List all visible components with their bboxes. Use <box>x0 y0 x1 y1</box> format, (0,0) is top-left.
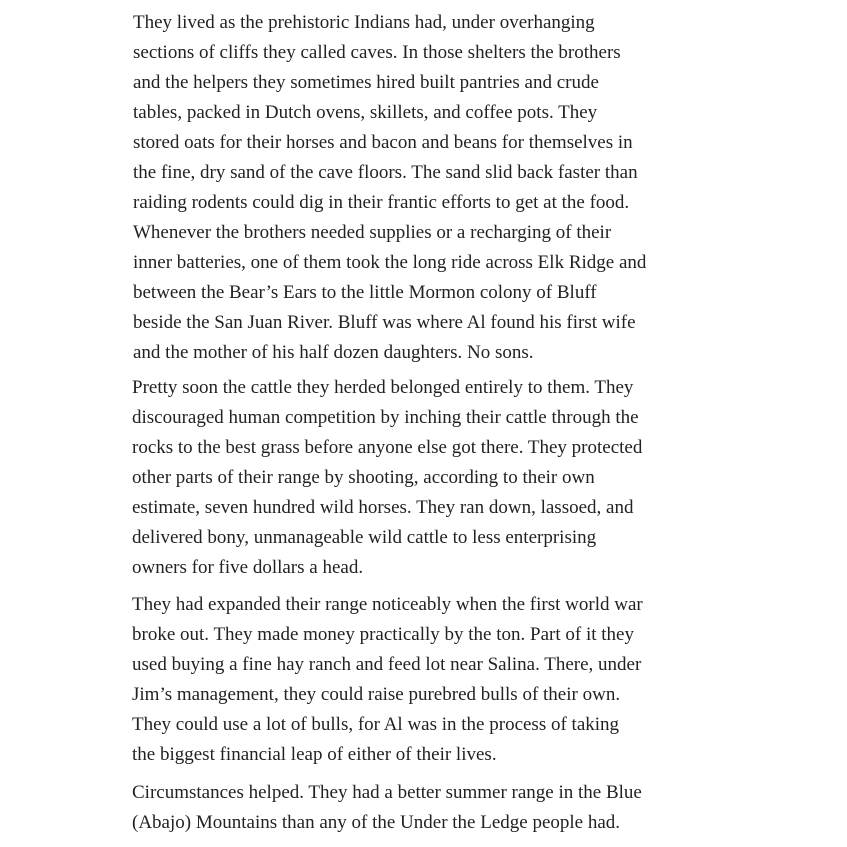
text-line: and the helpers they sometimes hired built pantries and crude <box>133 72 599 93</box>
text-line: They lived as the prehistoric Indians had, under overhanging <box>133 12 595 33</box>
text-line: the fine, dry sand of the cave floors. The sand slid back faster than <box>133 162 638 183</box>
text-line: tables, packed in Dutch ovens, skillets, and coffee pots. They <box>133 102 598 123</box>
text-line: inner batteries, one of them took the long ride across Elk Ridge and <box>133 252 647 273</box>
text-line: and the mother of his half dozen daughters. No sons. <box>133 342 534 363</box>
paragraph-1 <box>133 8 646 368</box>
text-line: Jim’s management, they could raise purebred bulls of their own. <box>132 684 621 705</box>
text-line: discouraged human competition by inching their cattle through the <box>132 407 639 428</box>
text-line: (Abajo) Mountains than any of the Under the Ledge people had. <box>132 812 621 833</box>
text-line: sections of cliffs they called caves. In those shelters the brothers <box>133 42 621 63</box>
text-line: Pretty soon the cattle they herded belonged entirely to them. They <box>132 377 634 398</box>
text-line: Circumstances helped. They had a better summer range in the Blue <box>132 782 642 803</box>
paragraph-3 <box>132 590 643 770</box>
text-line: between the Bear’s Ears to the little Mormon colony of Bluff <box>133 282 597 303</box>
text-line: They could use a lot of bulls, for Al was in the process of taking <box>132 714 620 735</box>
text-line: rocks to the best grass before anyone else got there. They protected <box>132 437 643 458</box>
text-line: the biggest financial leap of either of their lives. <box>132 744 497 765</box>
text-line: owners for five dollars a head. <box>132 557 364 578</box>
text-line: beside the San Juan River. Bluff was where Al found his first wife <box>133 312 636 333</box>
paragraph-4 <box>132 778 642 838</box>
text-line: raiding rodents could dig in their frantic efforts to get at the food. <box>133 192 630 213</box>
text-line: They had expanded their range noticeably when the first world war <box>132 594 643 615</box>
paragraph-2 <box>132 373 642 583</box>
text-line: used buying a fine hay ranch and feed lot near Salina. There, under <box>132 654 642 675</box>
text-line: stored oats for their horses and bacon and beans for themselves in <box>133 132 633 153</box>
text-line: Whenever the brothers needed supplies or a recharging of their <box>133 222 612 243</box>
text-line: delivered bony, unmanageable wild cattle to less enterprising <box>132 527 597 548</box>
text-line: estimate, seven hundred wild horses. They ran down, lassoed, and <box>132 497 634 518</box>
text-line: broke out. They made money practically by the ton. Part of it they <box>132 624 634 645</box>
text-line: other parts of their range by shooting, according to their own <box>132 467 595 488</box>
